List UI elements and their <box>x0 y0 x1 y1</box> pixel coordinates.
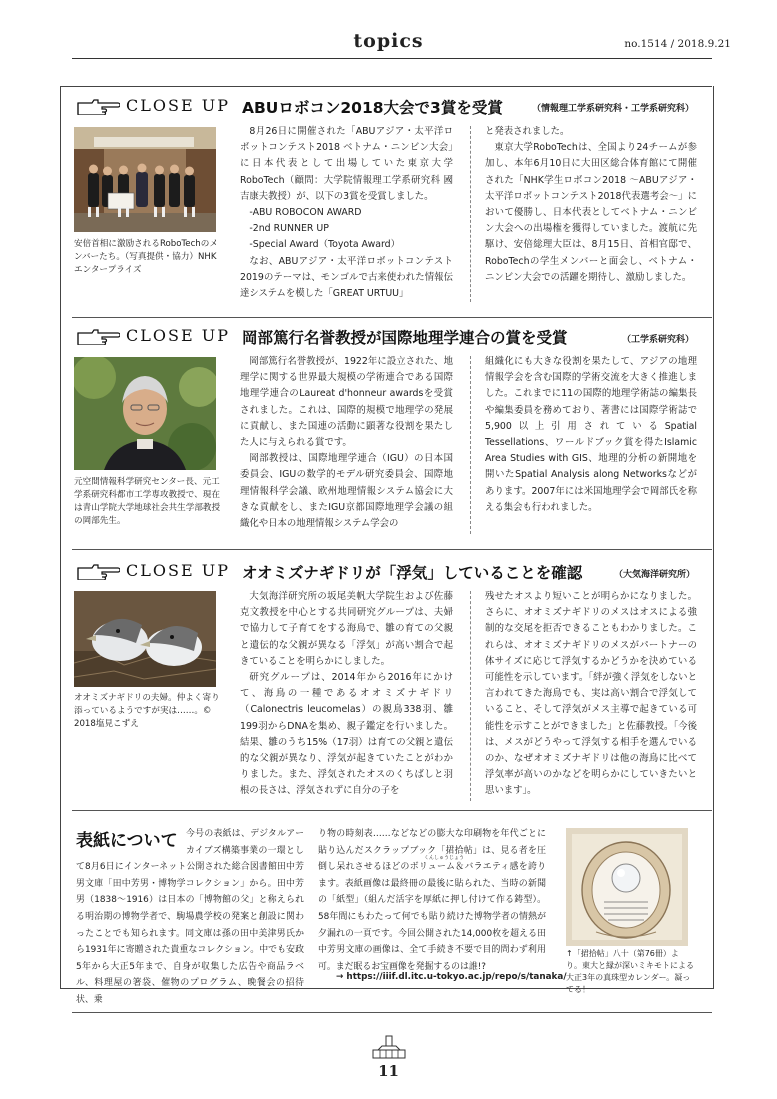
close-up-label: CLOSE UP <box>126 96 230 115</box>
article-column-2 <box>485 124 697 286</box>
section-divider <box>72 810 712 811</box>
close-up-label: CLOSE UP <box>126 561 230 580</box>
photo-caption: ↑「捃拾帖」八十（第76冊）より。東大と縁が深いミキモトによる大正3年の真珠型カレンダー。凝ってる！ <box>566 949 694 994</box>
article-column-2 <box>485 354 697 516</box>
section-divider <box>72 317 712 318</box>
furigana-reading: くんしゅうじょう <box>424 855 465 861</box>
cover-note-column-1 <box>76 826 304 1009</box>
award-item: -ABU ROBOCON AWARD <box>249 207 362 219</box>
paragraph: なお、ABUアジア・太平洋ロボットコンテスト2019のテーマは、モンゴルで古来使われた情報伝達システムを模した「GREAT URTUU」 <box>240 255 453 300</box>
close-up-badge <box>76 96 230 115</box>
award-item: -2nd RUNNER UP <box>249 223 329 235</box>
column-divider <box>470 591 471 801</box>
paragraph: 組織化にも大きな役割を果たして、アジアの地理情報学会を含む国際的学術交流を大きく推進しました。これまでに11の国際的地理学術誌の編集長や編集委員を務めており、著書には国際学術誌で5,900以上引用されているSpatial Tessellations、ワールドブック賞を得たIslamic Area Studies with GIS、地理的分析の新開地を開いたSpatial Analysis along Networksなどがあります。2007年には米国地理学会で岡部氏を称える集会も行われました。 <box>485 356 697 513</box>
paragraph: と発表されました。 <box>485 126 570 137</box>
article-column-1 <box>240 589 453 800</box>
award-item: -Special Award（Toyota Award） <box>249 239 401 251</box>
title-spacer <box>76 826 186 858</box>
photo-caption: オオミズナギドリの夫婦。仲よく寄り添っているようですが実は……。© 2018塩見こずえ <box>74 693 220 729</box>
close-up-badge <box>76 326 230 345</box>
yasuda-auditorium-icon <box>370 1034 408 1060</box>
pointing-hand-icon <box>76 97 120 115</box>
paragraph: 研究グループは、2014年から2016年にかけて、海鳥の一種であるオオミズナギドリ（Calonectris leucomelas）の親鳥338羽、雛199羽からDNAを集め、親子鑑定を行いました。結果、雛のうち15%（17羽）は育ての父親と遺伝的な父親が異なり、浮気が起きていたことがわかりました。また、浮気されたオスのくちばしと羽根の長さは、浮気されずに自分の子を <box>240 672 453 797</box>
shearwater-pair-photo <box>74 591 216 687</box>
professor-portrait-photo <box>74 357 216 470</box>
page-number: 11 <box>378 1062 399 1080</box>
page-header-title: topics <box>353 30 424 52</box>
article-department: （大気海洋研究所） <box>614 570 696 580</box>
article-headline: オオミズナギドリが「浮気」していることを確認 <box>242 564 583 582</box>
paragraph: 8月26日に開催された「ABUアジア・太平洋ロボットコンテスト2018 ベトナム・ニンビン大会」に日本代表として出場していた東京大学RoboTech（顧問：大学院情報理工学系研究科 國吉康夫教授）が、以下の3賞を受賞しました。 <box>240 126 453 202</box>
robotech-team-photo <box>74 127 216 232</box>
paragraph: 岡部篤行名誉教授が、1922年に設立された、地理学に関する世界最大規模の学術連合である国際地理学連合のLaureat d'honneur awardsを受賞されました。これは、国際的規模で地理学の発展に貢献し、また国連の活動に顕著な役割を果たした人に与えられる賞です。 <box>240 356 453 449</box>
paragraph: 岡部教授は、国際地理学連合（IGU）の日本国委員会、IGUの数学的モデル研究委員会、国際地理情報科学会議、欧州地理情報システム協会に大きな貢献をし、またIGU京都国際地理学会議の組織化や日本の地理情報システム学会の <box>240 453 453 530</box>
pointing-hand-icon <box>76 562 120 580</box>
paragraph: 東京大学RoboTechは、全国より24チームが参加し、本年6月10日に大田区総合体育館にて開催された「NHK学生ロボコン2018 ～ABUアジア・太平洋ロボットコンテスト2018代表選考会～」において優勝し、日本代表としてベトナム・ニンビン大会への出場権を獲得していました。渡航に先駆け、安倍総理大臣は、8月15日、首相官邸で、RoboTechの学生メンバーと面会し、ベトナム・ニンビン大会での活躍を期待し、激励しました。 <box>485 142 697 283</box>
photo-caption: 元空間情報科学研究センター長、元工学系研究科都市工学専攻教授で、現在は青山学院大学地球社会共生学部教授の岡部先生。 <box>74 477 221 526</box>
footer-rule <box>72 1012 712 1013</box>
pointing-hand-icon <box>76 327 120 345</box>
paragraph: 残せたオスより短いことが明らかになりました。さらに、オオミズナギドリのメスはオスによる強制的な交尾を拒否できることもわかりました。これらは、オオミズナギドリのメスがパートナーの体サイズに応じて浮気するかどうかを決めている可能性を示しています。「絆が強く浮気をしないと言われてきた海鳥でも、実は高い割合で浮気していること、そして浮気がメス主導で起きている可能性を示すことができました」と佐藤教授。「今後は、メスがどうやって浮気する相手を選んでいるのか、なぜオオミズナギドリは他の海鳥に比べて浮気率が高いのかなどを明らかにしていきたいと思います」。 <box>485 591 697 797</box>
column-divider <box>470 356 471 534</box>
header-rule <box>72 58 712 59</box>
article-department: （情報理工学系研究科・工学系研究科） <box>532 104 695 114</box>
column-divider <box>470 126 471 302</box>
section-divider <box>72 549 712 550</box>
photo-caption: 安倍首相に激励されるRoboTechのメンバーたち。（写真提供・協力）NHKエンタープライズ <box>74 239 218 275</box>
article-department: （工学系研究科） <box>622 335 695 345</box>
article-column-1 <box>240 354 453 532</box>
cover-collection-link[interactable]: → https://iiif.dl.itc.u-tokyo.ac.jp/repo/s/tanaka/ <box>336 972 567 982</box>
pearl-calendar-photo <box>566 828 688 946</box>
article-column-2 <box>485 589 697 800</box>
paragraph: 大気海洋研究所の坂尾美帆大学院生および佐藤克文教授を中心とする共同研究グループは、夫婦で協力して子育てをする海鳥で、雛の育ての父親と遺伝的な父親が異なる「浮気」が高い割合で起きていることを明らかにしました。 <box>240 591 453 667</box>
article-column-1 <box>240 124 453 302</box>
close-up-label: CLOSE UP <box>126 326 230 345</box>
cover-note-column-2 <box>318 826 546 975</box>
article-headline: ABUロボコン2018大会で3賞を受賞 <box>242 99 503 117</box>
paragraph: 今号の表紙は、デジタルアーカイブズ構築事業の一環として8月6日にインターネット公開された総合図書館田中芳男文庫「田中芳男・博物学コレクション」から。田中芳男（1838～1916）は日本の「博物館の父」と称えられる明治期の博物学者で、駒場農学校の発案と創設に関わったことでも知られます。同文庫は孫の田中美津男氏から1931年に寄贈された貴重なコレクション。中でも安政5年から大正5年まで、自身が収集した広告や商品ラベル、料理屋の箸袋、催物のプログラム、晩餐会の招待状、乗 <box>76 829 304 1005</box>
article-headline: 岡部篤行名誉教授が国際地理学連合の賞を受賞 <box>242 329 568 347</box>
issue-info: no.1514 / 2018.9.21 <box>624 38 731 50</box>
paragraph: り物の時刻表……などなどの膨大な印刷物を年代ごとに貼り込んだスクラップブック「捃拾帖」は、見る者を圧倒し呆れさせるほどのボリューム＆バラエティ感を誇ります。表紙画像は最終冊の最後に貼られた、当時の新聞の「紙型」（組んだ活字を厚紙に押し付けて作る鋳型）。58年間にもわたって何でも貼り続けた博物学者の情熱が夕漏れの一頁です。今回公開された14,000枚を超える田中芳男文庫の画像は、全て手続き不要で目的問わず利用可。まだ眠るお宝画像を発掘するのは誰!? <box>318 829 546 972</box>
cover-note-title: 表紙について <box>76 831 178 851</box>
close-up-badge <box>76 561 230 580</box>
